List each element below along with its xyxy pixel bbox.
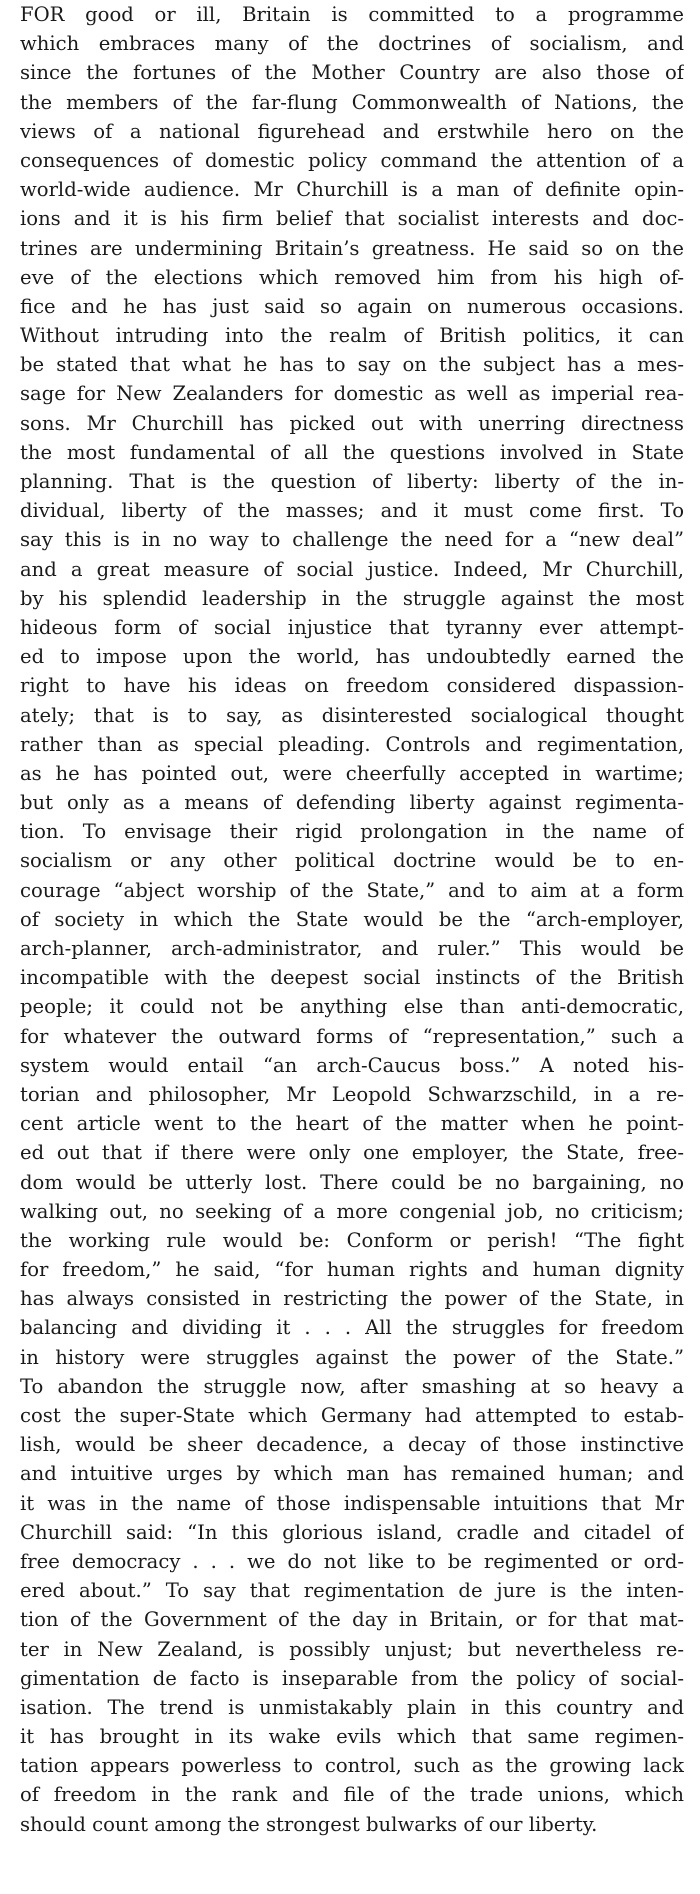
article-text-line: it was in the name of those indispensable intuitions that Mr bbox=[20, 1491, 684, 1515]
article-text-line: cost the super-State which Germany had attempted to estab- bbox=[20, 1404, 684, 1427]
article-text-line: tation appears powerless to control, such as the growing lack bbox=[20, 1754, 684, 1778]
article-text-line: planning. That is the question of liberty: liberty of the in- bbox=[20, 470, 684, 493]
article-text-line: fice and he has just said so again on numerous occasions. bbox=[20, 294, 684, 318]
article-text-line: arch-planner, arch-administrator, and ruler.” This would be bbox=[20, 937, 684, 960]
article-text-line: eve of the elections which removed him from his high of- bbox=[20, 265, 684, 289]
article-text-line: people; it could not be anything else than anti-democratic, bbox=[20, 995, 684, 1019]
article-text-line: ately; that is to say, as disinterested socialogical thought bbox=[20, 703, 684, 727]
article-text-line: isation. The trend is unmistakably plain in this country and bbox=[20, 1695, 684, 1719]
article-text-line: trines are undermining Britain’s greatness. He said so on the bbox=[20, 236, 684, 260]
article-text-line: should count among the strongest bulwarks of our liberty. bbox=[20, 1812, 598, 1836]
article-text-line: rather than as special pleading. Controls and regimentation, bbox=[20, 732, 684, 756]
article-text-line: sons. Mr Churchill has picked out with unerring directness bbox=[20, 411, 684, 435]
article-text-line: lish, would be sheer decadence, a decay of those instinctive bbox=[20, 1433, 684, 1457]
article-page bbox=[20, 0, 684, 1894]
article-text-line: ions and it is his firm belief that socialist interests and doc- bbox=[20, 207, 684, 231]
article-text-line: for freedom,” he said, “for human rights and human dignity bbox=[20, 1258, 684, 1282]
article-body bbox=[20, 0, 684, 1839]
article-text-line: socialism or any other political doctrine would be to en- bbox=[20, 849, 684, 873]
article-text-line: ter in New Zealand, is possibly unjust; but nevertheless re- bbox=[20, 1637, 684, 1661]
article-text-line: the members of the far-flung Commonwealth of Nations, the bbox=[20, 90, 684, 114]
article-text-line: of society in which the State would be the “arch-employer, bbox=[20, 907, 684, 931]
article-text-line: Without intruding into the realm of British politics, it can bbox=[20, 324, 684, 348]
article-text-line: and intuitive urges by which man has remained human; and bbox=[20, 1462, 684, 1486]
article-text-line: world-wide audience. Mr Churchill is a man of definite opin- bbox=[20, 178, 684, 202]
article-text-line: it has brought in its wake evils which that same regimen- bbox=[20, 1725, 684, 1749]
article-text-line: which embraces many of the doctrines of socialism, and bbox=[20, 32, 684, 56]
article-text-line: courage “abject worship of the State,” and to aim at a form bbox=[20, 878, 684, 902]
article-text-line: dom would be utterly lost. There could be no bargaining, no bbox=[20, 1170, 684, 1194]
article-text-line: To abandon the struggle now, after smashing at so heavy a bbox=[20, 1374, 684, 1398]
article-text-line: Churchill said: “In this glorious island, cradle and citadel of bbox=[20, 1520, 684, 1544]
article-text-line: the working rule would be: Conform or perish! “The fight bbox=[20, 1228, 684, 1252]
article-text-line: tion of the Government of the day in Britain, or for that mat- bbox=[20, 1608, 684, 1632]
article-text-line: incompatible with the deepest social instincts of the British bbox=[20, 966, 684, 990]
article-text-line: ed to impose upon the world, has undoubtedly earned the bbox=[20, 645, 684, 669]
article-text-line: ered about.” To say that regimentation de jure is the inten- bbox=[20, 1579, 684, 1603]
article-text-line: the most fundamental of all the questions involved in State bbox=[20, 440, 684, 464]
article-text-line: free democracy . . . we do not like to be regimented or ord- bbox=[20, 1549, 684, 1573]
article-text-line: right to have his ideas on freedom considered dispassion- bbox=[20, 674, 684, 698]
article-text-line: say this is in no way to challenge the need for a “new deal” bbox=[20, 528, 684, 552]
article-text-line: consequences of domestic policy command the attention of a bbox=[20, 148, 684, 172]
article-text-line: hideous form of social injustice that tyranny ever attempt- bbox=[20, 615, 684, 639]
article-text-line: ed out that if there were only one employer, the State, free- bbox=[20, 1141, 684, 1165]
article-text-line: by his splendid leadership in the struggle against the most bbox=[20, 586, 684, 610]
article-text-line: FOR good or ill, Britain is committed to a programme bbox=[20, 3, 684, 26]
article-text-line: since the fortunes of the Mother Country are also those of bbox=[20, 61, 684, 85]
article-text-line: gimentation de facto is inseparable from the policy of social- bbox=[20, 1666, 684, 1690]
article-text-line: tion. To envisage their rigid prolongation in the name of bbox=[20, 820, 684, 844]
article-text-line: in history were struggles against the power of the State.” bbox=[20, 1345, 684, 1369]
article-text-line: of freedom in the rank and file of the trade unions, which bbox=[20, 1783, 684, 1807]
article-text-line: has always consisted in restricting the power of the State, in bbox=[20, 1287, 684, 1311]
article-text-line: dividual, liberty of the masses; and it must come first. To bbox=[20, 499, 684, 523]
article-text-line: and a great measure of social justice. Indeed, Mr Churchill, bbox=[20, 557, 684, 581]
article-text-line: views of a national figurehead and erstwhile hero on the bbox=[20, 119, 684, 143]
article-text-line: be stated that what he has to say on the subject has a mes- bbox=[20, 353, 684, 377]
article-text-line: torian and philosopher, Mr Leopold Schwarzschild, in a re- bbox=[20, 1082, 684, 1106]
article-text-line: as he has pointed out, were cheerfully accepted in wartime; bbox=[20, 761, 684, 785]
article-text-line: but only as a means of defending liberty against regimenta- bbox=[20, 791, 684, 815]
article-text-line: cent article went to the heart of the matter when he point- bbox=[20, 1112, 684, 1136]
article-text-line: system would entail “an arch-Caucus boss.” A noted his- bbox=[20, 1053, 684, 1077]
article-text-line: sage for New Zealanders for domestic as well as imperial rea- bbox=[20, 382, 684, 406]
article-text-line: balancing and dividing it . . . All the struggles for freedom bbox=[20, 1316, 684, 1340]
article-text-line: for whatever the outward forms of “representation,” such a bbox=[20, 1024, 684, 1048]
article-text-line: walking out, no seeking of a more congenial job, no criticism; bbox=[20, 1199, 684, 1223]
